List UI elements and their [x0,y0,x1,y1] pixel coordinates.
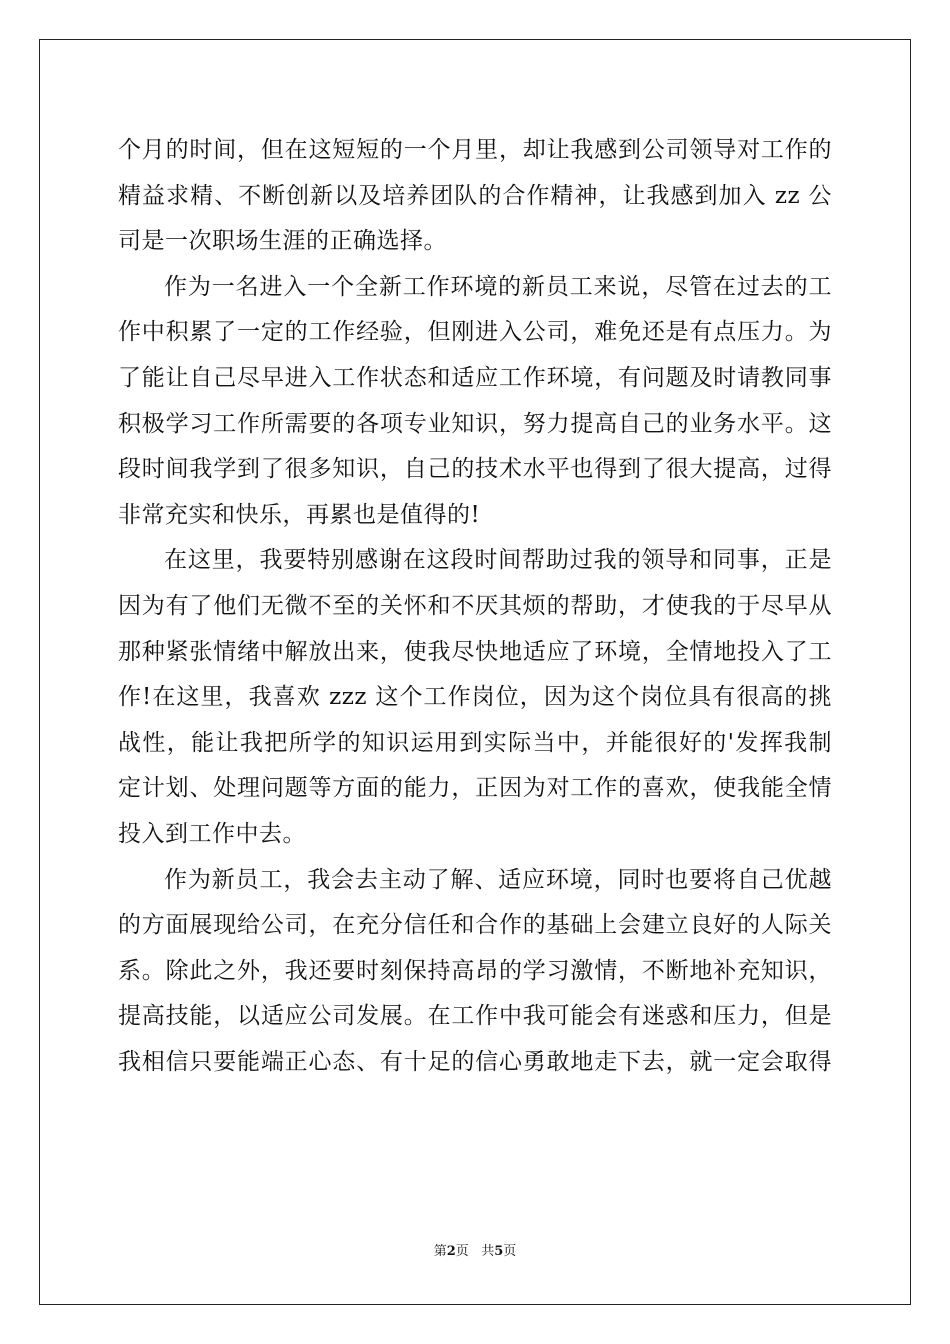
text-line: 积极学习工作所需要的各项专业知识，努力提高自己的业务水平。这 [118,410,832,437]
text-line: 那种紧张情绪中解放出来，使我尽快地适应了环境，全情地投入了工 [118,638,832,665]
text-line: 作为一名进入一个全新工作环境的新员工来说，尽管在过去的工 [164,273,832,300]
text-line: 提高技能，以适应公司发展。在工作中我可能会有迷惑和压力，但是 [118,1003,832,1030]
text-line: 司是一次职场生涯的正确选择。 [118,228,447,255]
text-line: 战性，能让我把所学的知识运用到实际当中，并能很好的'发挥我制 [118,729,832,756]
text-line: 个月的时间，但在这短短的一个月里，却让我感到公司领导对工作的 [118,137,832,163]
text-line: 在这里，我要特别感谢在这段时间帮助过我的领导和同事，正是 [164,547,832,574]
page-suffix: 页 [455,1244,469,1259]
text-line: 作!在这里，我喜欢 zzz 这个工作岗位，因为这个岗位具有很高的挑 [118,684,832,711]
page-footer [0,1244,950,1260]
text-line: 段时间我学到了很多知识，自己的技术水平也得到了很大提高，过得 [118,456,832,483]
text-line: 定计划、处理问题等方面的能力，正因为对工作的喜欢，使我能全情 [118,775,832,802]
document-body [118,128,832,1085]
total-suffix: 页 [503,1244,517,1259]
page-number: 2 [446,1244,456,1259]
text-line: 作为新员工，我会去主动了解、适应环境，同时也要将自己优越 [164,866,832,893]
text-line: 投入到工作中去。 [118,820,306,847]
text-line: 非常充实和快乐，再累也是值得的! [118,501,481,528]
text-line: 了能让自己尽早进入工作状态和适应工作环境，有问题及时请教同事 [118,364,832,391]
text-line: 我相信只要能端正心态、有十足的信心勇敢地走下去，就一定会取得 [118,1048,832,1075]
page-prefix: 第 [433,1244,447,1259]
total-prefix: 共 [481,1244,495,1259]
total-pages: 5 [494,1244,504,1259]
text-line: 系。除此之外，我还要时刻保持高昂的学习激情，不断地补充知识， [118,957,832,984]
text-line: 作中积累了一定的工作经验，但刚进入公司，难免还是有点压力。为 [118,319,832,346]
text-line: 精益求精、不断创新以及培养团队的合作精神，让我感到加入 zz 公 [118,182,832,209]
text-line: 因为有了他们无微不至的关怀和不厌其烦的帮助，才使我的于尽早从 [118,592,832,619]
text-line: 的方面展现给公司，在充分信任和合作的基础上会建立良好的人际关 [118,912,832,939]
